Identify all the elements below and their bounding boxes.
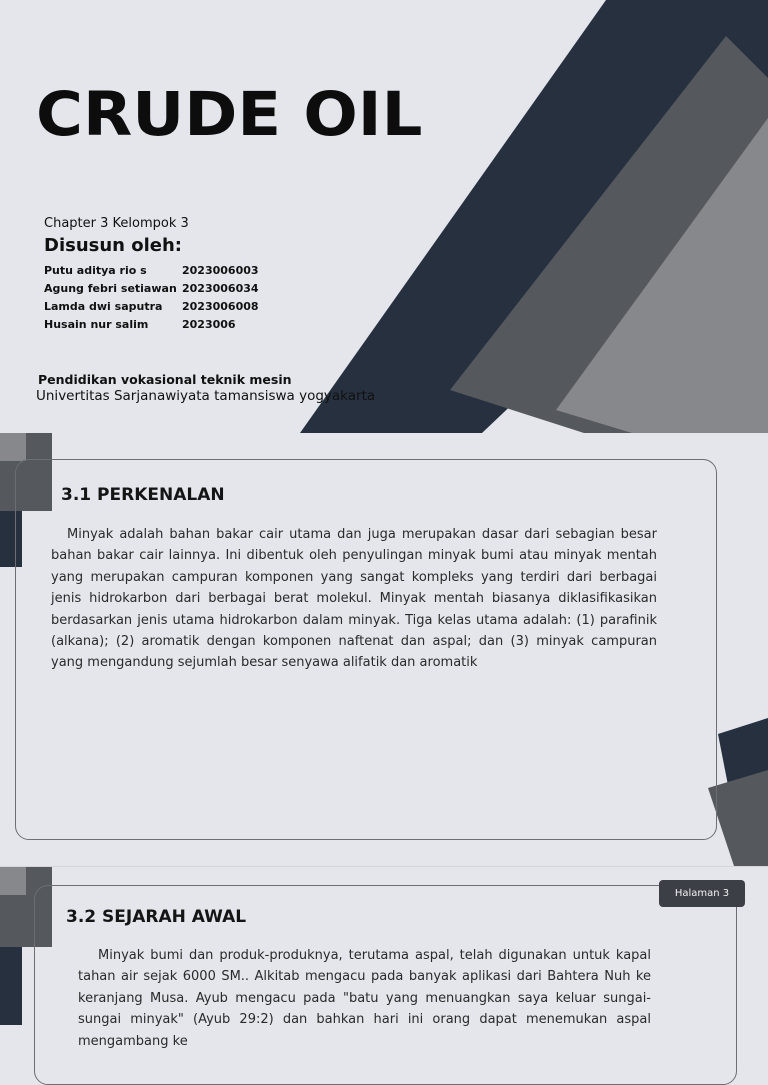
section-page-1 — [0, 433, 768, 866]
light-block-shape — [0, 433, 26, 461]
member-name: Husain nur salim — [44, 318, 149, 331]
member-name: Putu aditya rio s — [44, 264, 147, 277]
gray-square-shape — [708, 770, 768, 866]
university-name: Univertitas Sarjanawiyata tamansiswa yogyakarta — [36, 388, 376, 404]
member-id: 2023006008 — [182, 300, 259, 313]
member-name: Lamda dwi saputra — [44, 300, 163, 313]
navy-block-shape — [0, 941, 22, 1025]
member-id: 2023006 — [182, 318, 236, 331]
chapter-label: Chapter 3 Kelompok 3 — [44, 216, 189, 231]
member-row — [44, 280, 259, 298]
section-paragraph: Minyak bumi dan produk-produknya, terutama aspal, telah digunakan untuk kapal tahan air sejak 6000 SM.. Alkitab mengacu pada banyak aplikasi dari Bahtera Nuh ke keranjang Musa. Ayub mengacu pada "batu yang menuangkan saya keluar sungai-sungai minyak" (Ayub 29:2) dan bahkan hari ini orang dapat menemukan aspal mengambang ke — [78, 948, 651, 1049]
institution-name: Pendidikan vokasional teknik mesin — [38, 372, 292, 387]
section-title: 3.2 SEJARAH AWAL — [66, 907, 247, 927]
section-title: 3.1 PERKENALAN — [61, 485, 225, 505]
page-number-badge: Halaman 3 — [659, 880, 745, 907]
page-title: CRUDE OIL — [36, 79, 423, 151]
member-name: Agung febri setiawan — [44, 282, 177, 295]
member-row — [44, 298, 259, 316]
section-paragraph: Minyak adalah bahan bakar cair utama dan juga merupakan dasar dari sebagian besar bahan bakar cair lainnya. Ini dibentuk oleh penyulingan minyak bumi atau minyak mentah yang merupakan campuran komponen yang sangat kompleks yang terdiri dari berbagai jenis hidrokarbon dari berbagai berat molekul. Minyak mentah biasanya diklasifikasikan berdasarkan jenis utama hidrokarbon dalam minyak. Tiga kelas utama adalah: (1) parafinik (alkana); (2) aromatik dengan komponen naftenat dan aspal; dan (3) minyak campuran yang mengandung sejumlah besar senyawa alifatik dan aromatik — [51, 527, 657, 671]
light-block-shape — [0, 867, 26, 895]
cover-page — [0, 0, 768, 433]
section-page-2 — [0, 866, 768, 1049]
member-row — [44, 262, 259, 280]
member-list — [44, 262, 259, 334]
member-id: 2023006034 — [182, 282, 259, 295]
member-row — [44, 316, 259, 334]
member-id: 2023006003 — [182, 264, 259, 277]
authors-heading: Disusun oleh: — [44, 235, 183, 256]
